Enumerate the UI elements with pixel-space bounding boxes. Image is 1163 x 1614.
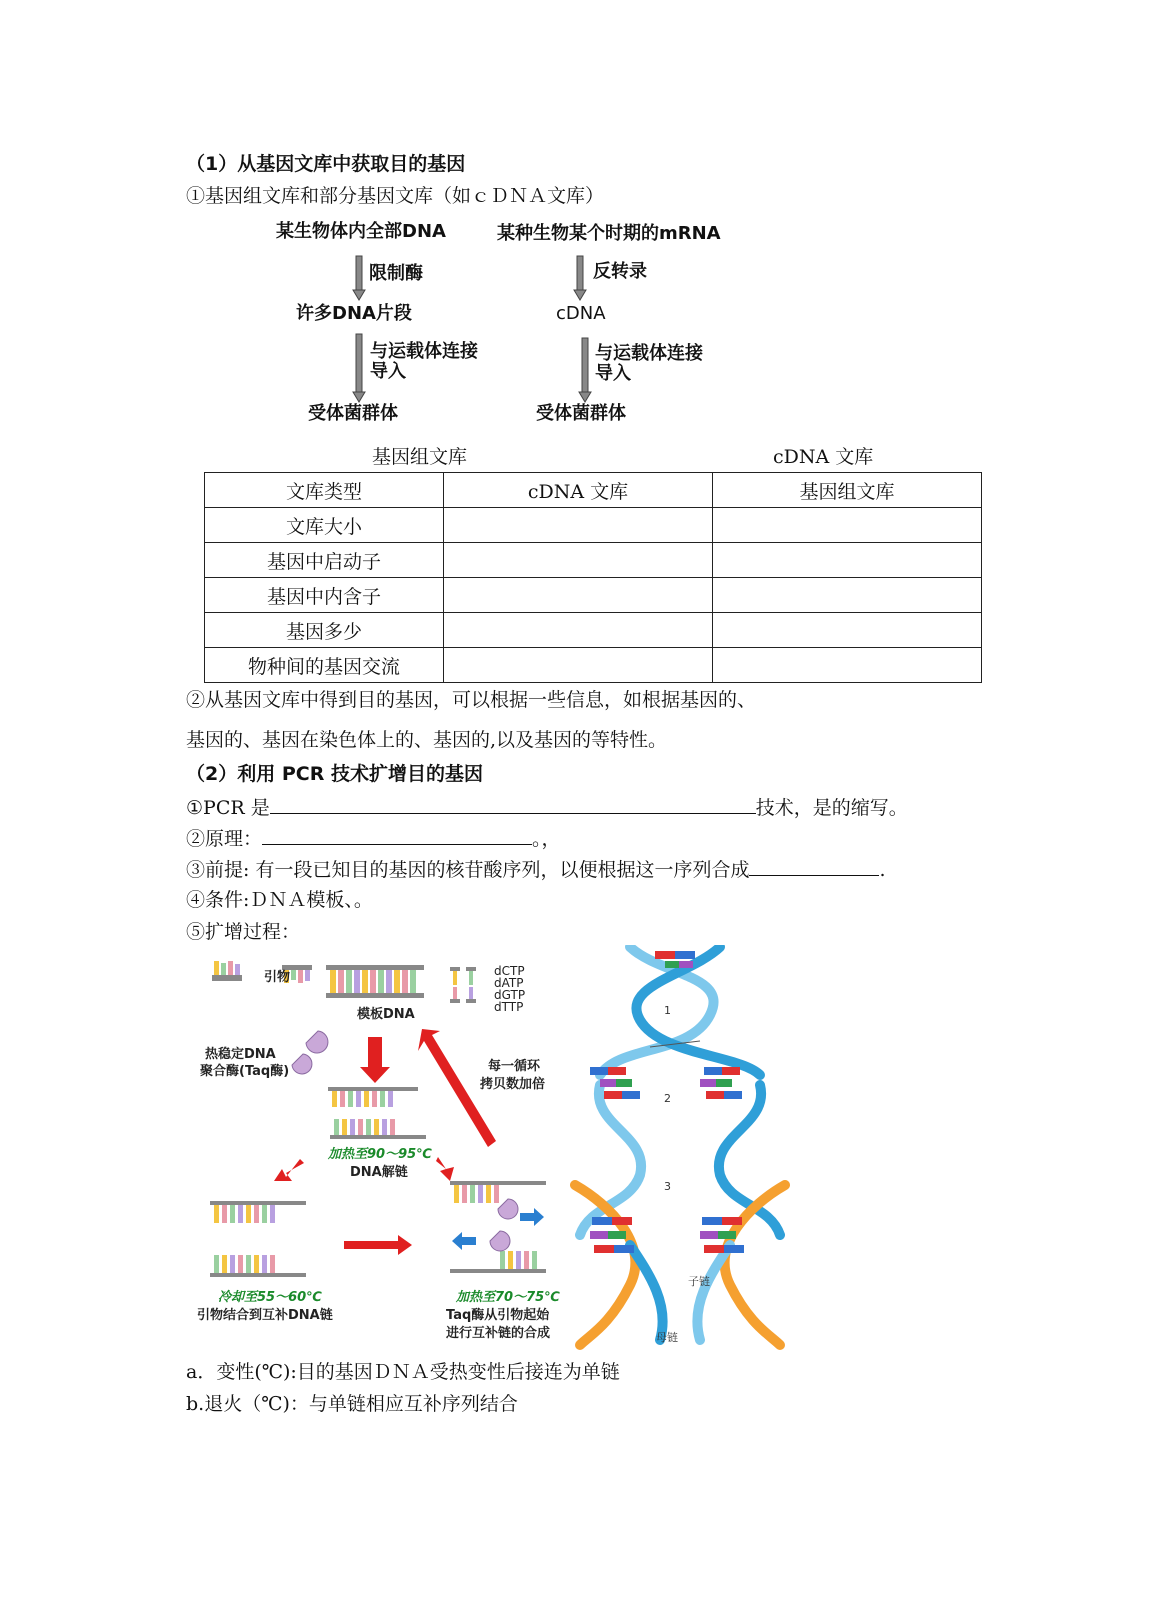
red-right-up-arrow bbox=[436, 1157, 454, 1181]
table-cell-blank[interactable] bbox=[444, 578, 713, 613]
label-heat2-b: Taq酶从引物起始 bbox=[446, 1308, 550, 1323]
flow-right-step2a: 与运载体连接 bbox=[595, 343, 703, 364]
table-row bbox=[205, 543, 982, 578]
library-comparison-table bbox=[204, 472, 982, 683]
table-cell-blank[interactable] bbox=[444, 648, 713, 683]
table-row-label: 文库大小 bbox=[205, 508, 444, 543]
label-primer: 引物 bbox=[264, 970, 291, 985]
arrow-right-1-head bbox=[574, 290, 586, 300]
dna-helix-illustration bbox=[570, 945, 800, 1355]
helix-strand bbox=[697, 1245, 730, 1340]
table-row bbox=[205, 648, 982, 683]
section1-title: （1）从基因文库中获取目的基因 bbox=[186, 153, 466, 175]
pcr-principle-blank[interactable] bbox=[262, 826, 532, 845]
taq-enzyme-icon bbox=[306, 1031, 328, 1053]
label-cycle-a: 每一循环 bbox=[488, 1059, 541, 1074]
table-header-cell: 文库类型 bbox=[205, 473, 444, 508]
flow-right-step1: 反转录 bbox=[593, 261, 647, 282]
extension-dna bbox=[450, 1181, 546, 1273]
table-cell-blank[interactable] bbox=[713, 578, 982, 613]
arrow-left-2-shaft bbox=[356, 334, 362, 392]
label-dntp: dTTP bbox=[494, 1000, 524, 1014]
flow-right-top: 某种生物某个时期的mRNA bbox=[497, 223, 721, 244]
table-cell-blank[interactable] bbox=[713, 648, 982, 683]
flow-left-bottom: 受体菌群体 bbox=[308, 403, 398, 424]
section1-item1: ①基因组文库和部分基因文库（如ｃＤＮＡ文库） bbox=[186, 185, 605, 207]
red-left-down-arrow bbox=[274, 1159, 304, 1181]
label-dntp: dATP bbox=[494, 976, 524, 990]
step-label: 2 bbox=[664, 1092, 671, 1105]
label-dntp: dCTP bbox=[494, 964, 525, 978]
table-cell-blank[interactable] bbox=[713, 543, 982, 578]
table-cell-blank[interactable] bbox=[713, 508, 982, 543]
pcr-principle-line bbox=[186, 826, 561, 851]
pcr-conditions-line: ④条件:ＤＮＡ模板、。 bbox=[186, 889, 373, 911]
pcr-principle-prefix: ②原理： bbox=[186, 828, 263, 850]
table-cell-blank[interactable] bbox=[444, 508, 713, 543]
section2-title: （2）利用 PCR 技术扩增目的基因 bbox=[186, 763, 483, 785]
arrow-left-1-shaft bbox=[356, 256, 362, 290]
table-header-row bbox=[205, 473, 982, 508]
table-cell-blank[interactable] bbox=[444, 543, 713, 578]
item2-line1: ②从基因文库中得到目的基因，可以根据一些信息，如根据基因的、 bbox=[186, 689, 757, 711]
dntp-icons bbox=[450, 967, 476, 1003]
daughter-strand bbox=[575, 1185, 635, 1345]
label-template-dna: 模板DNA bbox=[357, 1007, 415, 1022]
blue-left-arrow bbox=[452, 1232, 476, 1250]
step-label: 1 bbox=[664, 1004, 671, 1017]
arrow-left-2-head bbox=[353, 392, 365, 402]
table-row-label: 物种间的基因交流 bbox=[205, 648, 444, 683]
label-daughter-strand: 子链 bbox=[688, 1275, 710, 1288]
pcr-principle-suffix: 。， bbox=[532, 828, 561, 850]
flow-arrows bbox=[0, 0, 1163, 440]
blue-right-arrow bbox=[520, 1208, 544, 1226]
arrow-right-2-head bbox=[579, 392, 591, 402]
table-header-cell: cDNA 文库 bbox=[444, 473, 713, 508]
label-heat2-c: 进行互补链的合成 bbox=[446, 1326, 551, 1341]
label-parent-strand: 母链 bbox=[656, 1331, 678, 1344]
pcr-premise-line bbox=[186, 857, 886, 882]
pcr-def-suffix: 技术，是的缩写。 bbox=[755, 797, 908, 819]
flow-left-step2b: 导入 bbox=[370, 361, 406, 382]
label-taq-a: 热稳定DNA bbox=[205, 1047, 276, 1062]
step-a-denaturation: a．变性(℃):目的基因ＤＮＡ受热变性后接连为单链 bbox=[186, 1361, 620, 1383]
pcr-process-line: ⑤扩增过程： bbox=[186, 921, 301, 943]
pcr-fullname-blank[interactable] bbox=[270, 795, 756, 814]
label-heat2-a: 加热至70～75℃ bbox=[456, 1290, 560, 1305]
table-cell-blank[interactable] bbox=[713, 613, 982, 648]
label-cool-a: 冷却至55～60℃ bbox=[218, 1290, 322, 1305]
item2-line2: 基因的、基因在染色体上的、基因的,以及基因的等特性。 bbox=[186, 729, 668, 751]
template-dna-icon bbox=[326, 965, 424, 998]
pcr-premise-text: ③前提: 有一段已知目的基因的核苷酸序列，以便根据这一序列合成 bbox=[186, 859, 750, 881]
caption-genome-library: 基因组文库 bbox=[372, 446, 468, 468]
label-dntp: dGTP bbox=[494, 988, 526, 1002]
arrow-left-1-head bbox=[353, 290, 365, 300]
label-cycle-b: 拷贝数加倍 bbox=[480, 1077, 546, 1092]
flow-left-step1: 限制酶 bbox=[369, 263, 423, 284]
label-dntp-list bbox=[494, 965, 525, 1013]
table-row-label: 基因中启动子 bbox=[205, 543, 444, 578]
flow-left-top: 某生物体内全部DNA bbox=[276, 221, 446, 242]
table-row bbox=[205, 613, 982, 648]
step-label: 3 bbox=[664, 1180, 671, 1193]
pcr-definition-line bbox=[186, 795, 908, 820]
step-b-annealing: b.退火（℃)：与单链相应互补序列结合 bbox=[186, 1393, 518, 1415]
flow-left-step2a: 与运载体连接 bbox=[370, 341, 478, 362]
pcr-primer-blank[interactable] bbox=[749, 857, 879, 876]
flow-right-bottom: 受体菌群体 bbox=[536, 403, 626, 424]
daughter-strand bbox=[725, 1185, 785, 1345]
label-taq-b: 聚合酶(Taq酶) bbox=[200, 1064, 290, 1079]
flow-right-mid: cDNA bbox=[556, 303, 606, 324]
table-row-label: 基因中内含子 bbox=[205, 578, 444, 613]
table-cell-blank[interactable] bbox=[444, 613, 713, 648]
pcr-def-prefix: ①PCR 是 bbox=[186, 797, 270, 819]
label-heat1-b: DNA解链 bbox=[350, 1165, 408, 1180]
annealed-dna bbox=[210, 1201, 306, 1277]
flow-left-mid: 许多DNA片段 bbox=[296, 303, 412, 324]
denatured-dna bbox=[328, 1087, 426, 1139]
arrow-right-2-shaft bbox=[582, 338, 588, 392]
helix-strand bbox=[630, 1245, 663, 1340]
red-right-arrow bbox=[344, 1235, 412, 1255]
table-header-cell: 基因组文库 bbox=[713, 473, 982, 508]
flow-right-step2b: 导入 bbox=[595, 363, 631, 384]
taq-enzyme-icon-2 bbox=[292, 1054, 312, 1074]
table-row-label: 基因多少 bbox=[205, 613, 444, 648]
primer-icon bbox=[212, 961, 312, 983]
pcr-premise-suffix: . bbox=[879, 859, 886, 881]
table-row bbox=[205, 578, 982, 613]
label-heat1-a: 加热至90～95℃ bbox=[328, 1147, 432, 1162]
red-down-arrow bbox=[360, 1037, 390, 1083]
label-cool-b: 引物结合到互补DNA链 bbox=[197, 1308, 333, 1323]
table-row bbox=[205, 508, 982, 543]
caption-cdna-library: cDNA 文库 bbox=[773, 446, 874, 468]
arrow-right-1-shaft bbox=[577, 256, 583, 290]
